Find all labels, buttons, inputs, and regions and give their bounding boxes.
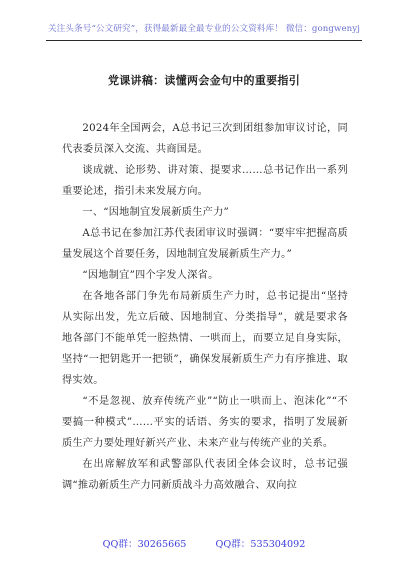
paragraph: 在出席解放军和武警部队代表团全体会议时，总书记强调“推动新质生产力同新质战斗力高效融合、双向拉 [62,459,348,491]
footer [0,536,408,550]
paragraph: 谈成就、论形势、讲对策、提要求……总书记作出一系列重要论述，指引未来发展方向。 [62,165,348,197]
document-title: 党课讲稿：读懂两会金句中的重要指引 [107,74,301,87]
header-divider [46,40,362,41]
footer-qq-group-2: QQ群：535304092 [215,539,306,550]
paragraph: “不是忽视、放弃传统产业”“防止一哄而上、泡沫化”“不要搞一种模式”……平实的话语、务实的要求，指明了发展新质生产力要处理好新兴产业、未来产业与传统产业的关系。 [62,396,348,449]
section-heading: 一、“因地制宜发展新质生产力” [82,207,229,218]
paragraph: 2024年全国两会，A总书记三次到团组参加审议讨论，同代表委员深入交流、共商国是。 [62,123,348,155]
document-body [62,118,348,496]
paragraph: “因地制宜”四个字发人深省。 [82,270,219,281]
footer-qq-group-1: QQ群：30265665 [102,539,187,550]
paragraph: 在各地各部门争先布局新质生产力时，总书记提出“坚持从实际出发，先立后破、因地制宜、分类指导”，就是要求各地各部门不能单凭一腔热情、一哄而上，而要立足自身实际，坚持“一把钥匙开一把锁”，确保发展新质生产力有序推进、取得实效。 [62,291,348,386]
header-banner: 关注头条号“公文研究”，获得最新最全最专业的公文资料库！ 微信：gongwenyj [47,24,361,34]
paragraph: A总书记在参加江苏代表团审议时强调：“要牢牢把握高质量发展这个首要任务，因地制宜发展新质生产力。” [62,228,348,260]
